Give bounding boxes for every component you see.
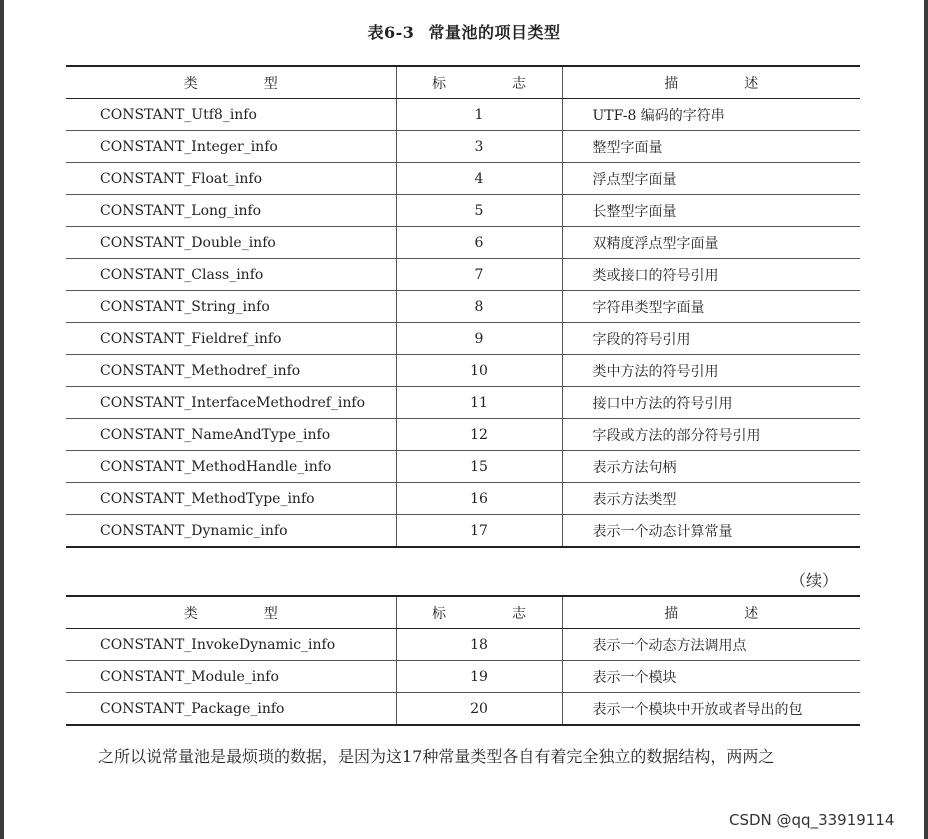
left-frame-border bbox=[0, 0, 4, 839]
header-type: 类 型 bbox=[66, 66, 396, 99]
cell-description: 表示方法类型 bbox=[562, 483, 860, 515]
cell-type: CONSTANT_Fieldref_info bbox=[66, 323, 396, 355]
cell-type: CONSTANT_Module_info bbox=[66, 661, 396, 693]
table-row bbox=[66, 661, 860, 693]
cell-type: CONSTANT_Methodref_info bbox=[66, 355, 396, 387]
cell-description: 字段或方法的部分符号引用 bbox=[562, 419, 860, 451]
cell-type: CONSTANT_Dynamic_info bbox=[66, 515, 396, 548]
cell-tag: 3 bbox=[396, 131, 562, 163]
cell-tag: 5 bbox=[396, 195, 562, 227]
caption-number: 表6-3 bbox=[367, 23, 415, 42]
table-row bbox=[66, 259, 860, 291]
right-frame-border bbox=[924, 0, 928, 839]
cell-tag: 15 bbox=[396, 451, 562, 483]
cell-tag: 1 bbox=[396, 99, 562, 131]
table-row bbox=[66, 99, 860, 131]
cell-tag: 10 bbox=[396, 355, 562, 387]
table-header-row bbox=[66, 596, 860, 629]
cell-description: 双精度浮点型字面量 bbox=[562, 227, 860, 259]
cell-description: 字段的符号引用 bbox=[562, 323, 860, 355]
table-row bbox=[66, 131, 860, 163]
table-header-row bbox=[66, 66, 860, 99]
continued-label: （续） bbox=[790, 571, 839, 590]
header-tag: 标 志 bbox=[396, 596, 562, 629]
cell-tag: 9 bbox=[396, 323, 562, 355]
caption-title: 常量池的项目类型 bbox=[428, 23, 561, 42]
table-row bbox=[66, 163, 860, 195]
cell-type: CONSTANT_Utf8_info bbox=[66, 99, 396, 131]
table-row bbox=[66, 291, 860, 323]
cell-description: 表示一个模块 bbox=[562, 661, 860, 693]
cell-description: 浮点型字面量 bbox=[562, 163, 860, 195]
header-type: 类 型 bbox=[66, 596, 396, 629]
table-row bbox=[66, 483, 860, 515]
cell-type: CONSTANT_MethodType_info bbox=[66, 483, 396, 515]
table-row bbox=[66, 419, 860, 451]
cell-type: CONSTANT_Integer_info bbox=[66, 131, 396, 163]
cell-description: 表示方法句柄 bbox=[562, 451, 860, 483]
cell-type: CONSTANT_InvokeDynamic_info bbox=[66, 629, 396, 661]
cell-tag: 11 bbox=[396, 387, 562, 419]
cell-tag: 20 bbox=[396, 693, 562, 726]
cell-type: CONSTANT_Class_info bbox=[66, 259, 396, 291]
cell-description: 长整型字面量 bbox=[562, 195, 860, 227]
cell-description: 类中方法的符号引用 bbox=[562, 355, 860, 387]
csdn-watermark: CSDN @qq_33919114 bbox=[729, 811, 895, 829]
table-row bbox=[66, 515, 860, 548]
constant-pool-table-continued bbox=[66, 595, 860, 726]
constant-pool-table bbox=[66, 65, 860, 548]
cell-tag: 19 bbox=[396, 661, 562, 693]
cell-description: 整型字面量 bbox=[562, 131, 860, 163]
header-description: 描 述 bbox=[562, 66, 860, 99]
table-row bbox=[66, 227, 860, 259]
cell-tag: 16 bbox=[396, 483, 562, 515]
cell-type: CONSTANT_Long_info bbox=[66, 195, 396, 227]
cell-type: CONSTANT_MethodHandle_info bbox=[66, 451, 396, 483]
table-row bbox=[66, 387, 860, 419]
cell-type: CONSTANT_InterfaceMethodref_info bbox=[66, 387, 396, 419]
body-paragraph: 之所以说常量池是最烦琐的数据，是因为这17种常量类型各自有着完全独立的数据结构，两两之 bbox=[98, 747, 775, 766]
table-caption bbox=[0, 20, 928, 43]
cell-tag: 12 bbox=[396, 419, 562, 451]
header-description: 描 述 bbox=[562, 596, 860, 629]
table-row bbox=[66, 323, 860, 355]
cell-description: 表示一个模块中开放或者导出的包 bbox=[562, 693, 860, 726]
cell-description: 类或接口的符号引用 bbox=[562, 259, 860, 291]
cell-tag: 17 bbox=[396, 515, 562, 548]
cell-type: CONSTANT_String_info bbox=[66, 291, 396, 323]
cell-description: 字符串类型字面量 bbox=[562, 291, 860, 323]
table-row bbox=[66, 629, 860, 661]
cell-type: CONSTANT_Double_info bbox=[66, 227, 396, 259]
cell-tag: 8 bbox=[396, 291, 562, 323]
cell-tag: 4 bbox=[396, 163, 562, 195]
cell-tag: 18 bbox=[396, 629, 562, 661]
cell-tag: 7 bbox=[396, 259, 562, 291]
table-row bbox=[66, 355, 860, 387]
table-row bbox=[66, 451, 860, 483]
cell-type: CONSTANT_NameAndType_info bbox=[66, 419, 396, 451]
cell-tag: 6 bbox=[396, 227, 562, 259]
table-row bbox=[66, 195, 860, 227]
cell-type: CONSTANT_Package_info bbox=[66, 693, 396, 726]
cell-type: CONSTANT_Float_info bbox=[66, 163, 396, 195]
header-tag: 标 志 bbox=[396, 66, 562, 99]
cell-description: 表示一个动态方法调用点 bbox=[562, 629, 860, 661]
cell-description: 接口中方法的符号引用 bbox=[562, 387, 860, 419]
cell-description: UTF-8 编码的字符串 bbox=[562, 99, 860, 131]
cell-description: 表示一个动态计算常量 bbox=[562, 515, 860, 548]
table-row bbox=[66, 693, 860, 726]
